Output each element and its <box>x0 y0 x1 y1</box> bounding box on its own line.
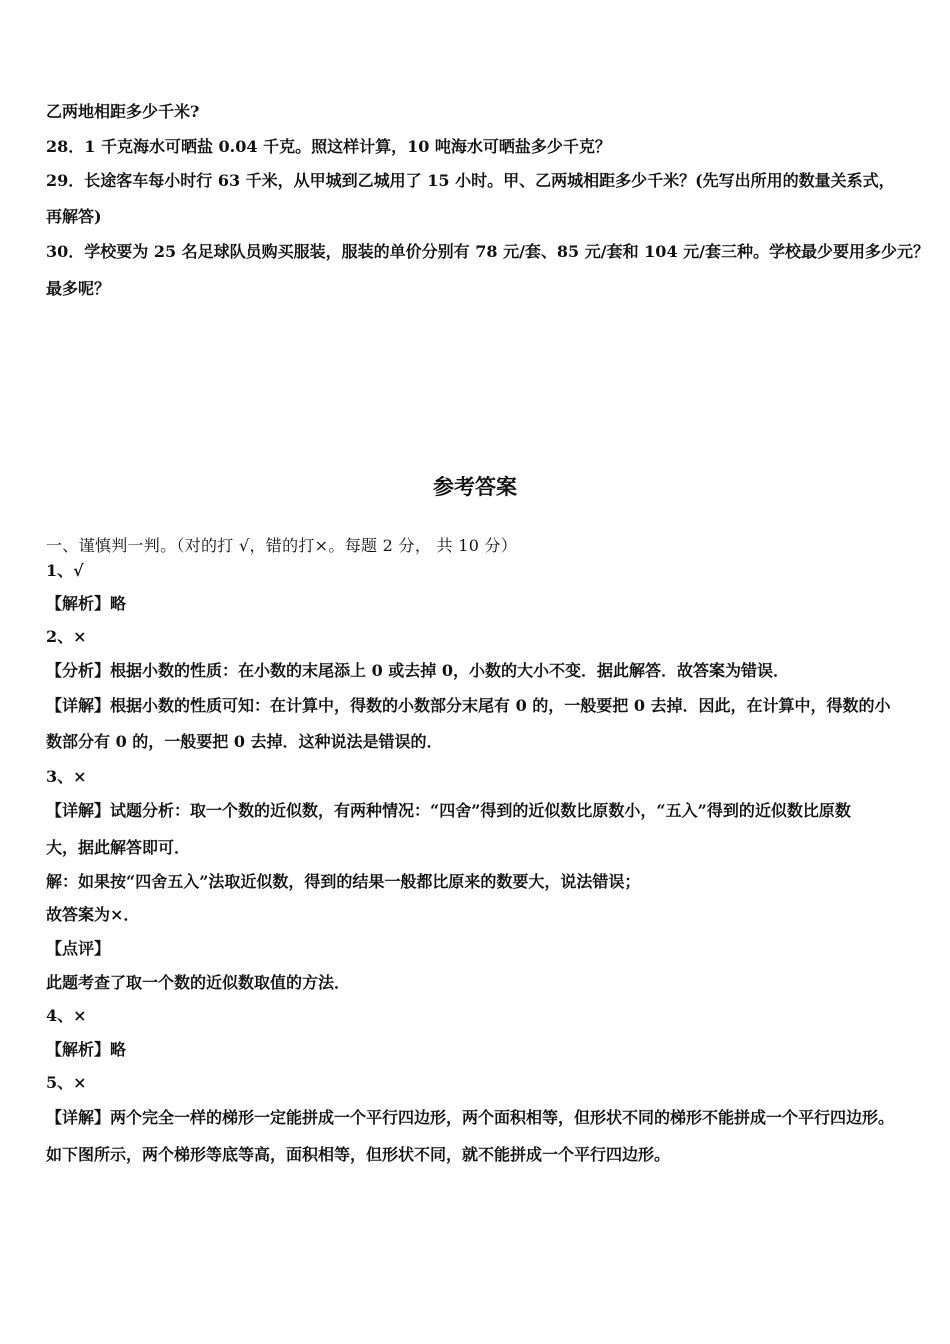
answer-5-detail-line-2: 如下图所示，两个梯形等底等高，面积相等，但形状不同，就不能拼成一个平行四边形。 <box>46 1145 671 1164</box>
answer-5-detail-line-1: 【详解】两个完全一样的梯形一定能拼成一个平行四边形，两个面积相等，但形状不同的梯形不能拼成一个平行四边形。 <box>46 1108 895 1127</box>
answer-1-analysis: 【解析】略 <box>46 594 127 613</box>
answer-3-comment: 此题考查了取一个数的近似数取值的方法． <box>46 973 351 992</box>
answer-3-solution: 解：如果按“四舍五入”法取近似数，得到的结果一般都比原来的数要大，说法错误； <box>46 872 641 891</box>
answer-1-mark: 1、√ <box>46 561 84 580</box>
question-30-line-1: 30．学校要为 25 名足球队员购买服装，服装的单价分别有 78 元/套、85 元/套和 104 元/套三种。学校最少要用多少元？ <box>46 242 929 261</box>
question-27-continued: 乙两地相距多少千米? <box>46 102 200 121</box>
answer-3-mark: 3、× <box>46 767 87 786</box>
section-heading: 一、谨慎判一判。（对的打 √，错的打×。每题 2 分， 共 10 分） <box>46 536 518 555</box>
answer-3-comment-label: 【点评】 <box>46 939 111 958</box>
answer-3-conclusion: 故答案为×． <box>46 905 140 924</box>
answer-3-detail-line-1: 【详解】试题分析：取一个数的近似数，有两种情况：“四舍”得到的近似数比原数小，“五入”得到的近似数比原数 <box>46 801 851 820</box>
answer-key-title: 参考答案 <box>433 474 517 499</box>
answer-3-detail-line-2: 大，据此解答即可． <box>46 838 191 857</box>
answer-2-mark: 2、× <box>46 627 87 646</box>
question-30-line-2: 最多呢？ <box>46 279 111 298</box>
answer-5-mark: 5、× <box>46 1073 87 1092</box>
answer-4-analysis: 【解析】略 <box>46 1040 127 1059</box>
answer-2-analysis: 【分析】根据小数的性质：在小数的末尾添上 0 或去掉 0，小数的大小不变．据此解答．故答案为错误． <box>46 661 789 680</box>
question-29-line-2: 再解答) <box>46 207 102 226</box>
answer-2-detail-line-2: 数部分有 0 的，一般要把 0 去掉．这种说法是错误的． <box>46 732 443 751</box>
answer-4-mark: 4、× <box>46 1006 87 1025</box>
answer-2-detail-line-1: 【详解】根据小数的性质可知：在计算中，得数的小数部分末尾有 0 的，一般要把 0 去掉．因此，在计算中，得数的小 <box>46 696 891 715</box>
question-28: 28．1 千克海水可晒盐 0.04 千克。照这样计算，10 吨海水可晒盐多少千克？ <box>46 137 611 156</box>
question-29-line-1: 29．长途客车每小时行 63 千米，从甲城到乙城用了 15 小时。甲、乙两城相距多少千米？(先写出所用的数量关系式， <box>46 171 895 190</box>
